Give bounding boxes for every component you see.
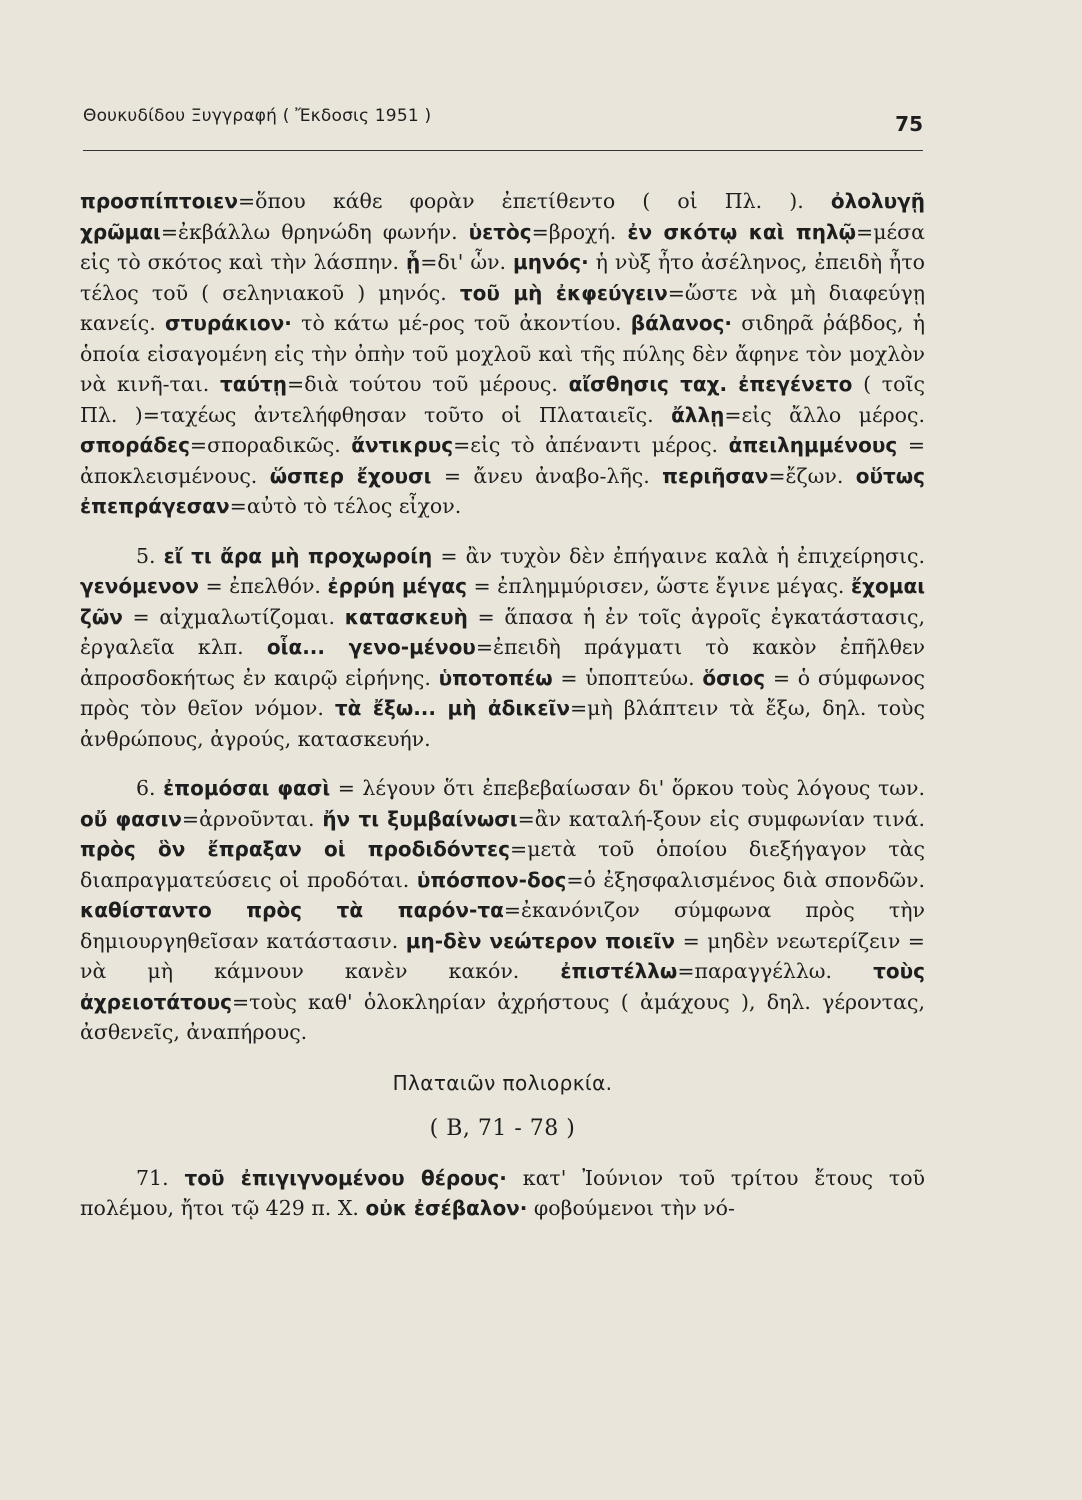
gloss: =ὥστε νὰ μὴ διαφεύγῃ κανείς. <box>80 280 925 335</box>
header-rule <box>83 150 923 151</box>
gloss: =ἔζων. <box>768 463 856 488</box>
gloss: ἡ νὺξ ἦτο ἀσέληνος, ἐπειδὴ ἦτο τέλος τοῦ ( σεληνιακοῦ ) μηνός. <box>80 250 925 305</box>
lemma: περιῆσαν <box>662 463 769 488</box>
paragraph-5-notes <box>80 541 925 755</box>
lemma: ἔχομαι ζῶν <box>80 574 925 629</box>
lemma: ταύτῃ <box>220 372 288 396</box>
lemma: οὕτως ἐπεπράγεσαν <box>80 463 925 518</box>
gloss: =ἐκβάλλω θρηνώδη φωνήν. <box>160 219 469 244</box>
gloss: σιδηρᾶ ῥάβδος, ἡ ὁποία εἰσαγομένη εἰς τὴν ὀπὴν τοῦ μοχλοῦ καὶ τῆς πύλης δὲν ἄφηνε τὸν μοχλὸν νὰ κινῆ-ται. <box>80 311 925 396</box>
gloss: =ἂν καταλή-ξουν εἰς συμφωνίαν τινά. <box>517 806 926 831</box>
lemma: γενόμενον <box>80 574 199 598</box>
section-reference: ( Β, 71 - 78 ) <box>429 1116 576 1141</box>
lemma: αἴσθησις ταχ. ἐπεγένετο <box>568 372 853 396</box>
gloss: = ἂν τυχὸν δὲν ἐπήγαινε καλὰ ἡ ἐπιχείρησις. <box>432 543 925 568</box>
section-number: 6. <box>136 776 164 800</box>
lemma: προσπίπτοιεν <box>80 189 238 213</box>
gloss: =μετὰ τοῦ ὁποίου διεξήγαγον τὰς διαπραγματεύσεις οἱ προδόται. <box>80 837 925 892</box>
lemma: οἷα... γενο-μένου <box>266 635 476 659</box>
lemma: ὥσπερ ἔχουσι <box>269 463 432 488</box>
commentary-body <box>80 186 925 1224</box>
gloss: =ἀρνοῦνται. <box>181 806 323 831</box>
lemma: ἐπομόσαι φασὶ <box>163 776 331 800</box>
gloss: = μηδὲν νεωτερίζειν = νὰ μὴ κάμνουν κανὲν κακόν. <box>80 928 925 983</box>
lemma: πρὸς ὃν ἔπραξαν οἱ προδιδόντες <box>80 837 511 861</box>
lemma: βάλανος· <box>630 311 733 335</box>
lemma: ᾗ <box>406 250 421 274</box>
gloss: =βροχή. <box>531 219 628 244</box>
lemma: ὑετὸς <box>468 219 532 244</box>
lemma: καθίσταντο πρὸς τὰ παρόν-τα <box>80 898 504 922</box>
section-heading: Πλαταιῶν πολιορκία. <box>392 1070 613 1095</box>
gloss: =αὐτὸ τὸ τέλος εἶχον. <box>229 494 462 518</box>
paragraph-6-notes <box>80 773 925 1048</box>
section-number: 71. <box>136 1165 185 1190</box>
gloss: =τοὺς καθ' ὁλοκληρίαν ἀχρήστους ( ἀμάχους ), δηλ. γέροντας, ἀσθενεῖς, ἀναπήρους. <box>80 989 925 1044</box>
section-number: 5. <box>136 543 164 568</box>
paragraph-4-notes <box>80 186 925 522</box>
running-title: Θουκυδίδου Ξυγγραφή ( Ἔκδοσις 1951 ) <box>83 106 432 126</box>
gloss: = ἄνευ ἀναβο-λῆς. <box>431 463 663 488</box>
gloss: =σποραδικῶς. <box>189 433 352 457</box>
gloss: = ὁ σύμφωνος πρὸς τὸν θεῖον νόμον. <box>80 665 926 720</box>
gloss: =δι' ὧν. <box>420 250 513 274</box>
lemma: τοῦ μὴ ἐκφεύγειν <box>459 280 668 305</box>
lemma: ὑποτοπέω <box>438 665 553 690</box>
gloss: =διὰ τούτου τοῦ μέρους. <box>287 372 569 396</box>
paragraph-71-notes <box>80 1163 925 1224</box>
lemma: ἄντικρυς <box>351 433 454 457</box>
lemma: τὰ ἔξω... μὴ ἀδικεῖν <box>334 696 570 720</box>
gloss: =ὁ ἐξησφαλισμένος διὰ σπονδῶν. <box>566 867 925 892</box>
gloss: =ὅπου κάθε φορὰν ἐπετίθεντο ( οἱ Πλ. ). <box>237 189 831 213</box>
lemma: ὅσιος <box>702 665 766 690</box>
lemma: ἄλλῃ <box>671 402 725 427</box>
lemma: οὔ φασιν <box>80 806 182 831</box>
lemma: ἤν τι ξυμβαίνωσι <box>322 806 518 831</box>
gloss: =μὴ βλάπτειν τὰ ἔξω, δηλ. τοὺς ἀνθρώπους, ἀγρούς, κατασκευήν. <box>80 696 925 751</box>
lemma: τοὺς ἀχρειοτάτους <box>80 959 925 1014</box>
page-header <box>83 100 923 140</box>
gloss: =ἐκανόνιζον σύμφωνα πρὸς τὴν δημιουργηθεῖσαν κατάστασιν. <box>80 898 925 953</box>
gloss: =ἐπειδὴ πράγματι τὸ κακὸν ἐπῆλθεν ἀπροσδοκήτως ἐν καιρῷ εἰρήνης. <box>80 635 925 690</box>
lemma: κατασκευὴ <box>344 604 468 629</box>
gloss: = ἀποκλεισμένους. <box>80 433 925 488</box>
gloss: =εἰς τὸ ἀπέναντι μέρος. <box>453 433 729 457</box>
lemma: σποράδες <box>80 433 190 457</box>
gloss: = λέγουν ὅτι ἐπεβεβαίωσαν δι' ὅρκου τοὺς λόγους των. <box>330 776 925 800</box>
lemma: οὐκ ἐσέβαλον· <box>365 1196 528 1220</box>
gloss: = αἰχμαλωτίζομαι. <box>122 604 345 629</box>
lemma: στυράκιον· <box>165 311 292 335</box>
gloss: =μέσα εἰς τὸ σκότος καὶ τὴν λάσπην. <box>80 219 925 274</box>
lemma: εἴ τι ἄρα μὴ προχωροίη <box>163 543 433 568</box>
gloss: =εἰς ἄλλο μέρος. <box>724 402 925 427</box>
lemma: μηνός· <box>512 250 589 274</box>
lemma: τοῦ ἐπιγιγνομένου θέρους· <box>184 1165 507 1190</box>
gloss: = ἅπασα ἡ ἐν τοῖς ἀγροῖς ἐγκατάστασις, ἐργαλεῖα κλπ. <box>80 604 925 659</box>
page-number: 75 <box>895 112 923 136</box>
lemma: ἐρρύη μέγας <box>327 574 468 598</box>
lemma: ὑπόσπον-δος <box>416 867 567 892</box>
lemma: ὀλολυγῇ χρῶμαι <box>80 189 925 244</box>
gloss: =παραγγέλλω. <box>677 959 874 983</box>
gloss: ( τοῖς Πλ. )=ταχέως ἀντελήφθησαν τοῦτο οἱ Πλαταιεῖς. <box>80 372 926 427</box>
gloss: = ἐπλημμύρισεν, ὥστε ἔγινε μέγας. <box>467 574 851 598</box>
lemma: μη-δὲν νεώτερον ποιεῖν <box>405 928 676 953</box>
gloss: τὸ κάτω μέ-ρος τοῦ ἀκοντίου. <box>291 311 631 335</box>
lemma: ἐν σκότῳ καὶ πηλῷ <box>627 219 857 244</box>
gloss: κατ' Ἰούνιον τοῦ τρίτου ἔτους τοῦ πολέμου, ἤτοι τῷ 429 π. Χ. <box>80 1165 926 1220</box>
lemma: ἐπιστέλλω <box>560 959 678 983</box>
gloss: φοβούμενοι τὴν νό- <box>527 1196 735 1220</box>
gloss: = ἐπελθόν. <box>198 574 328 598</box>
lemma: ἀπειλημμένους <box>728 433 898 457</box>
gloss: = ὑποπτεύω. <box>552 665 703 690</box>
